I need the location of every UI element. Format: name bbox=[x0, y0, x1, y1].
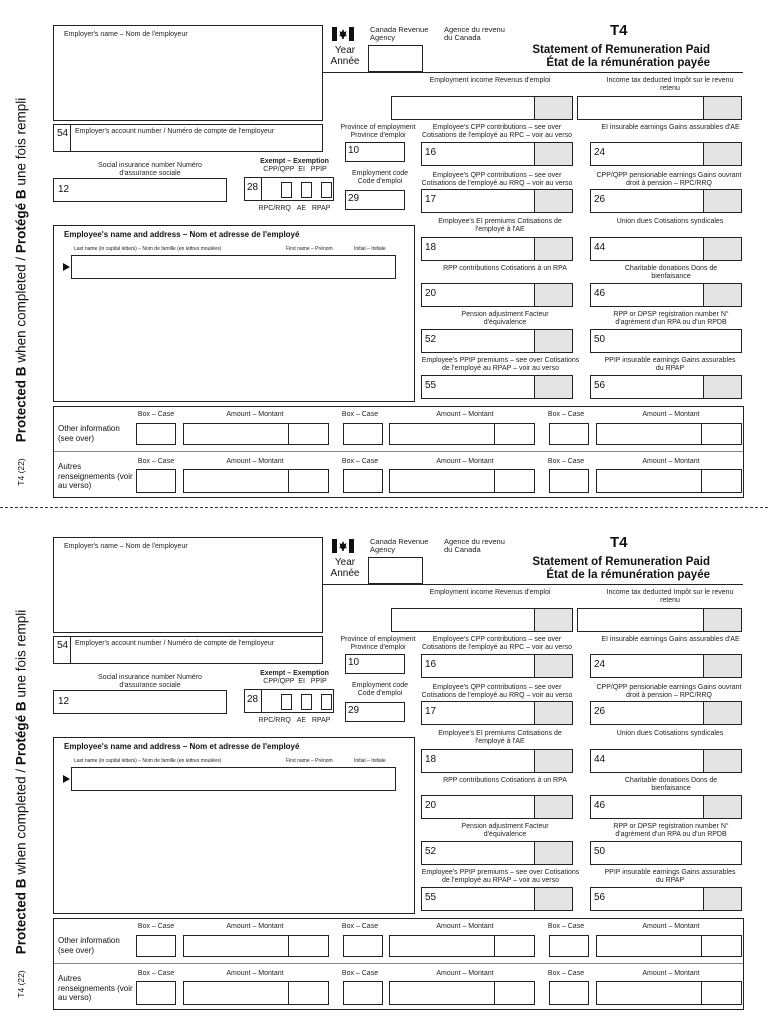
title-code: T4 bbox=[610, 22, 628, 39]
arrow-icon bbox=[63, 263, 70, 271]
label-55: Employee's PPIP premiums – see over Cotisations de l'employé au RPAP – voir au verso bbox=[421, 357, 580, 372]
other-amount-4[interactable] bbox=[183, 469, 329, 493]
sin-label: Social insurance number Numéro d'assurance sociale bbox=[98, 162, 202, 177]
other-box-4[interactable] bbox=[136, 981, 176, 1005]
exempt-bottom-cols: RPC/RRQ AE RPAP bbox=[258, 205, 331, 212]
form-code: T4 (22) bbox=[16, 458, 26, 486]
other-amount-3[interactable] bbox=[596, 423, 742, 445]
label-26: CPP/QPP pensionable earnings Gains ouvrant droit à pension – RPC/RRQ bbox=[596, 684, 742, 699]
box-56-field[interactable] bbox=[590, 887, 742, 911]
label-20: RPP contributions Cotisations à un RPA bbox=[443, 265, 567, 272]
box-case-5: Box – Case bbox=[341, 458, 379, 465]
exempt-label: Exempt – Exemption bbox=[260, 670, 329, 677]
box-num-28: 28 bbox=[247, 182, 259, 193]
box-case-2: Box – Case bbox=[341, 411, 379, 418]
other-box-6[interactable] bbox=[549, 469, 589, 493]
box-20-field[interactable] bbox=[421, 283, 573, 307]
box-num-12: 12 bbox=[58, 184, 70, 195]
amount-6: Amount – Montant bbox=[642, 458, 700, 465]
box-44-field[interactable] bbox=[590, 237, 742, 261]
label-52: Pension adjustment Facteur d'équivalence bbox=[461, 311, 549, 326]
box-num-46: 46 bbox=[594, 288, 606, 299]
other-box-6[interactable] bbox=[549, 981, 589, 1005]
last-name-label: Last name (in capital letters) – Nom de famille (en lettres moulées) bbox=[74, 246, 222, 252]
amount-5: Amount – Montant bbox=[436, 458, 494, 465]
other-info-en: Other information (see over) bbox=[58, 936, 120, 955]
employee-name-line[interactable] bbox=[71, 255, 396, 279]
title-code: T4 bbox=[610, 534, 628, 551]
last-name-label: Last name (in capital letters) – Nom de famille (en lettres moulées) bbox=[74, 758, 222, 764]
header-rule bbox=[323, 584, 743, 585]
box-num-55: 55 bbox=[425, 380, 437, 391]
box-56-field[interactable] bbox=[590, 375, 742, 399]
other-box-2[interactable] bbox=[343, 935, 383, 957]
other-amount-1[interactable] bbox=[183, 935, 329, 957]
exempt-label: Exempt – Exemption bbox=[260, 158, 329, 165]
title-en: Statement of Remuneration Paid bbox=[532, 556, 710, 568]
other-amount-2[interactable] bbox=[389, 423, 535, 445]
box-20-field[interactable] bbox=[421, 795, 573, 819]
box-16-field[interactable] bbox=[421, 654, 573, 678]
label-44: Union dues Cotisations syndicales bbox=[616, 730, 724, 737]
other-info-fr: Autres renseignements (voir au verso) bbox=[58, 462, 133, 490]
form-code: T4 (22) bbox=[16, 970, 26, 998]
other-box-5[interactable] bbox=[343, 469, 383, 493]
box-case-4: Box – Case bbox=[137, 458, 175, 465]
amount-4: Amount – Montant bbox=[226, 458, 284, 465]
sin-field[interactable] bbox=[53, 690, 227, 714]
box-num-26: 26 bbox=[594, 706, 606, 717]
prov-label: Province of employment Province d'emploi bbox=[340, 124, 416, 139]
box-num-20: 20 bbox=[425, 288, 437, 299]
box-num-12: 12 bbox=[58, 696, 70, 707]
label-17: Employee's QPP contributions – see over Cotisations de l'employé au RRQ – voir au verso bbox=[421, 172, 573, 187]
other-box-3[interactable] bbox=[549, 423, 589, 445]
initial-label: Initial – Initiale bbox=[354, 758, 386, 764]
protected-b-text: Protected B when completed / Protégé B une fois rempli bbox=[13, 609, 29, 955]
box-num-10: 10 bbox=[348, 145, 360, 156]
label-46: Charitable donations Dons de bienfaisance bbox=[624, 777, 718, 792]
box-num-50: 50 bbox=[594, 846, 606, 857]
amount-2: Amount – Montant bbox=[436, 923, 494, 930]
box-46-field[interactable] bbox=[590, 795, 742, 819]
protected-b-text: Protected B when completed / Protégé B une fois rempli bbox=[13, 97, 29, 443]
box-52-field[interactable] bbox=[421, 329, 573, 353]
other-box-1[interactable] bbox=[136, 423, 176, 445]
label-46: Charitable donations Dons de bienfaisance bbox=[624, 265, 718, 280]
label-55: Employee's PPIP premiums – see over Cotisations de l'employé au RPAP – voir au verso bbox=[421, 869, 580, 884]
box-50-field[interactable] bbox=[590, 841, 742, 865]
label-52: Pension adjustment Facteur d'équivalence bbox=[461, 823, 549, 838]
account-number-field[interactable] bbox=[53, 636, 323, 664]
t4-slip-copy-1 bbox=[0, 0, 768, 500]
box-num-56: 56 bbox=[594, 892, 606, 903]
box-num-18: 18 bbox=[425, 242, 437, 253]
account-label: Employer's account number / Numéro de compte de l'employeur bbox=[75, 128, 275, 135]
arrow-icon bbox=[63, 775, 70, 783]
other-amount-5[interactable] bbox=[389, 981, 535, 1005]
amount-5: Amount – Montant bbox=[436, 970, 494, 977]
sin-label: Social insurance number Numéro d'assurance sociale bbox=[98, 674, 202, 689]
account-number-field[interactable] bbox=[53, 124, 323, 152]
box-14-field[interactable] bbox=[391, 608, 573, 632]
box-num-44: 44 bbox=[594, 754, 606, 765]
year-field[interactable] bbox=[368, 557, 423, 584]
box-num-26: 26 bbox=[594, 194, 606, 205]
box-num-16: 16 bbox=[425, 659, 437, 670]
agency-en: Canada Revenue Agency bbox=[370, 25, 429, 42]
header-rule bbox=[323, 72, 743, 73]
employee-name-heading: Employee's name and address – Nom et adresse de l'employé bbox=[64, 742, 300, 751]
box-num-50: 50 bbox=[594, 334, 606, 345]
box-num-46: 46 bbox=[594, 800, 606, 811]
other-info-en: Other information (see over) bbox=[58, 424, 120, 443]
amount-2: Amount – Montant bbox=[436, 411, 494, 418]
box-num-17: 17 bbox=[425, 194, 437, 205]
box-26-field[interactable] bbox=[590, 701, 742, 725]
box-case-2: Box – Case bbox=[341, 923, 379, 930]
employee-name-address-field[interactable] bbox=[53, 737, 415, 914]
label-22: Income tax deducted Impôt sur le revenu retenu bbox=[606, 77, 734, 92]
amount-1: Amount – Montant bbox=[226, 411, 284, 418]
t4-slip-copy-2 bbox=[0, 512, 768, 1012]
agency-fr: Agence du revenu du Canada bbox=[444, 537, 505, 554]
box-46-field[interactable] bbox=[590, 283, 742, 307]
label-24: EI insurable earnings Gains assurables d'AE bbox=[601, 636, 740, 643]
exempt-top-cols: CPP/QPP EI PPIP bbox=[263, 166, 327, 173]
amount-3: Amount – Montant bbox=[642, 411, 700, 418]
box-case-6: Box – Case bbox=[547, 458, 585, 465]
amount-4: Amount – Montant bbox=[226, 970, 284, 977]
title-en: Statement of Remuneration Paid bbox=[532, 44, 710, 56]
other-box-1[interactable] bbox=[136, 935, 176, 957]
box-num-29: 29 bbox=[348, 705, 360, 716]
label-20: RPP contributions Cotisations à un RPA bbox=[443, 777, 567, 784]
label-22: Income tax deducted Impôt sur le revenu retenu bbox=[606, 589, 734, 604]
other-box-2[interactable] bbox=[343, 423, 383, 445]
year-label: Year Année bbox=[330, 45, 360, 67]
box-num-20: 20 bbox=[425, 800, 437, 811]
employee-name-heading: Employee's name and address – Nom et adresse de l'employé bbox=[64, 230, 300, 239]
canada-flag-icon bbox=[332, 27, 354, 41]
box-num-10: 10 bbox=[348, 657, 360, 668]
label-50: RPP or DPSP registration number N° d'agrément d'un RPA ou d'un RPDB bbox=[613, 311, 729, 326]
box-case-5: Box – Case bbox=[341, 970, 379, 977]
box-case-3: Box – Case bbox=[547, 411, 585, 418]
box-50-field[interactable] bbox=[590, 329, 742, 353]
exempt-top-cols: CPP/QPP EI PPIP bbox=[263, 678, 327, 685]
box-44-field[interactable] bbox=[590, 749, 742, 773]
box-case-3: Box – Case bbox=[547, 923, 585, 930]
year-field[interactable] bbox=[368, 45, 423, 72]
box-num-16: 16 bbox=[425, 147, 437, 158]
canada-flag-icon bbox=[332, 539, 354, 553]
box-17-field[interactable] bbox=[421, 189, 573, 213]
cut-line bbox=[0, 507, 768, 508]
agency-fr: Agence du revenu du Canada bbox=[444, 25, 505, 42]
box-26-field[interactable] bbox=[590, 189, 742, 213]
box-num-56: 56 bbox=[594, 380, 606, 391]
box-24-field[interactable] bbox=[590, 142, 742, 166]
exempt-bottom-cols: RPC/RRQ AE RPAP bbox=[258, 717, 331, 724]
label-50: RPP or DPSP registration number N° d'agrément d'un RPA ou d'un RPDB bbox=[613, 823, 729, 838]
box-num-28: 28 bbox=[247, 694, 259, 705]
initial-label: Initial – Initiale bbox=[354, 246, 386, 252]
box-22-field[interactable] bbox=[577, 608, 742, 632]
protected-side-label bbox=[0, 0, 42, 500]
amount-6: Amount – Montant bbox=[642, 970, 700, 977]
employer-name-field[interactable] bbox=[53, 25, 323, 121]
other-amount-5[interactable] bbox=[389, 469, 535, 493]
box-num-54: 54 bbox=[57, 128, 69, 139]
label-14: Employment income Revenus d'emploi bbox=[429, 77, 551, 84]
other-amount-6[interactable] bbox=[596, 981, 742, 1005]
box-num-17: 17 bbox=[425, 706, 437, 717]
box-num-52: 52 bbox=[425, 334, 437, 345]
label-18: Employee's EI premiums Cotisations de l'employé à l'AE bbox=[438, 730, 562, 745]
box-num-24: 24 bbox=[594, 147, 606, 158]
box-num-29: 29 bbox=[348, 193, 360, 204]
box-18-field[interactable] bbox=[421, 749, 573, 773]
label-18: Employee's EI premiums Cotisations de l'employé à l'AE bbox=[438, 218, 562, 233]
other-amount-3[interactable] bbox=[596, 935, 742, 957]
box-case-4: Box – Case bbox=[137, 970, 175, 977]
label-44: Union dues Cotisations syndicales bbox=[616, 218, 724, 225]
box-17-field[interactable] bbox=[421, 701, 573, 725]
empcode-label: Employment code Code d'emploi bbox=[351, 170, 409, 185]
employee-name-address-field[interactable] bbox=[53, 225, 415, 402]
prov-label: Province of employment Province d'emploi bbox=[340, 636, 416, 651]
box-22-field[interactable] bbox=[577, 96, 742, 120]
label-16: Employee's CPP contributions – see over Cotisations de l'employé au RPC – voir au verso bbox=[422, 124, 572, 139]
other-amount-4[interactable] bbox=[183, 981, 329, 1005]
box-num-24: 24 bbox=[594, 659, 606, 670]
box-18-field[interactable] bbox=[421, 237, 573, 261]
title-fr: État de la rémunération payée bbox=[546, 57, 710, 69]
other-info-fr: Autres renseignements (voir au verso) bbox=[58, 974, 133, 1002]
other-box-3[interactable] bbox=[549, 935, 589, 957]
label-56: PPIP insurable earnings Gains assurables du RPAP bbox=[604, 357, 736, 372]
other-amount-6[interactable] bbox=[596, 469, 742, 493]
box-24-field[interactable] bbox=[590, 654, 742, 678]
label-14: Employment income Revenus d'emploi bbox=[429, 589, 551, 596]
box-num-52: 52 bbox=[425, 846, 437, 857]
box-55-field[interactable] bbox=[421, 375, 573, 399]
box-num-44: 44 bbox=[594, 242, 606, 253]
box-case-6: Box – Case bbox=[547, 970, 585, 977]
other-amount-2[interactable] bbox=[389, 935, 535, 957]
box-num-18: 18 bbox=[425, 754, 437, 765]
box-case-1: Box – Case bbox=[137, 411, 175, 418]
employer-name-label: Employer's name – Nom de l'employeur bbox=[64, 543, 188, 550]
amount-1: Amount – Montant bbox=[226, 923, 284, 930]
employer-name-label: Employer's name – Nom de l'employeur bbox=[64, 31, 188, 38]
box-16-field[interactable] bbox=[421, 142, 573, 166]
year-label: Year Année bbox=[330, 557, 360, 579]
box-55-field[interactable] bbox=[421, 887, 573, 911]
other-box-4[interactable] bbox=[136, 469, 176, 493]
other-box-5[interactable] bbox=[343, 981, 383, 1005]
protected-side-label bbox=[0, 512, 42, 1012]
box-case-1: Box – Case bbox=[137, 923, 175, 930]
empcode-label: Employment code Code d'emploi bbox=[351, 682, 409, 697]
box-52-field[interactable] bbox=[421, 841, 573, 865]
title-fr: État de la rémunération payée bbox=[546, 569, 710, 581]
label-56: PPIP insurable earnings Gains assurables du RPAP bbox=[604, 869, 736, 884]
employer-name-field[interactable] bbox=[53, 537, 323, 633]
first-name-label: First name – Prénom bbox=[286, 758, 333, 764]
other-amount-1[interactable] bbox=[183, 423, 329, 445]
label-16: Employee's CPP contributions – see over Cotisations de l'employé au RPC – voir au verso bbox=[422, 636, 572, 651]
label-26: CPP/QPP pensionable earnings Gains ouvrant droit à pension – RPC/RRQ bbox=[596, 172, 742, 187]
account-label: Employer's account number / Numéro de compte de l'employeur bbox=[75, 640, 275, 647]
box-14-field[interactable] bbox=[391, 96, 573, 120]
box-num-54: 54 bbox=[57, 640, 69, 651]
amount-3: Amount – Montant bbox=[642, 923, 700, 930]
label-17: Employee's QPP contributions – see over Cotisations de l'employé au RRQ – voir au verso bbox=[421, 684, 573, 699]
box-num-55: 55 bbox=[425, 892, 437, 903]
sin-field[interactable] bbox=[53, 178, 227, 202]
agency-en: Canada Revenue Agency bbox=[370, 537, 429, 554]
label-24: EI insurable earnings Gains assurables d'AE bbox=[601, 124, 740, 131]
employee-name-line[interactable] bbox=[71, 767, 396, 791]
first-name-label: First name – Prénom bbox=[286, 246, 333, 252]
